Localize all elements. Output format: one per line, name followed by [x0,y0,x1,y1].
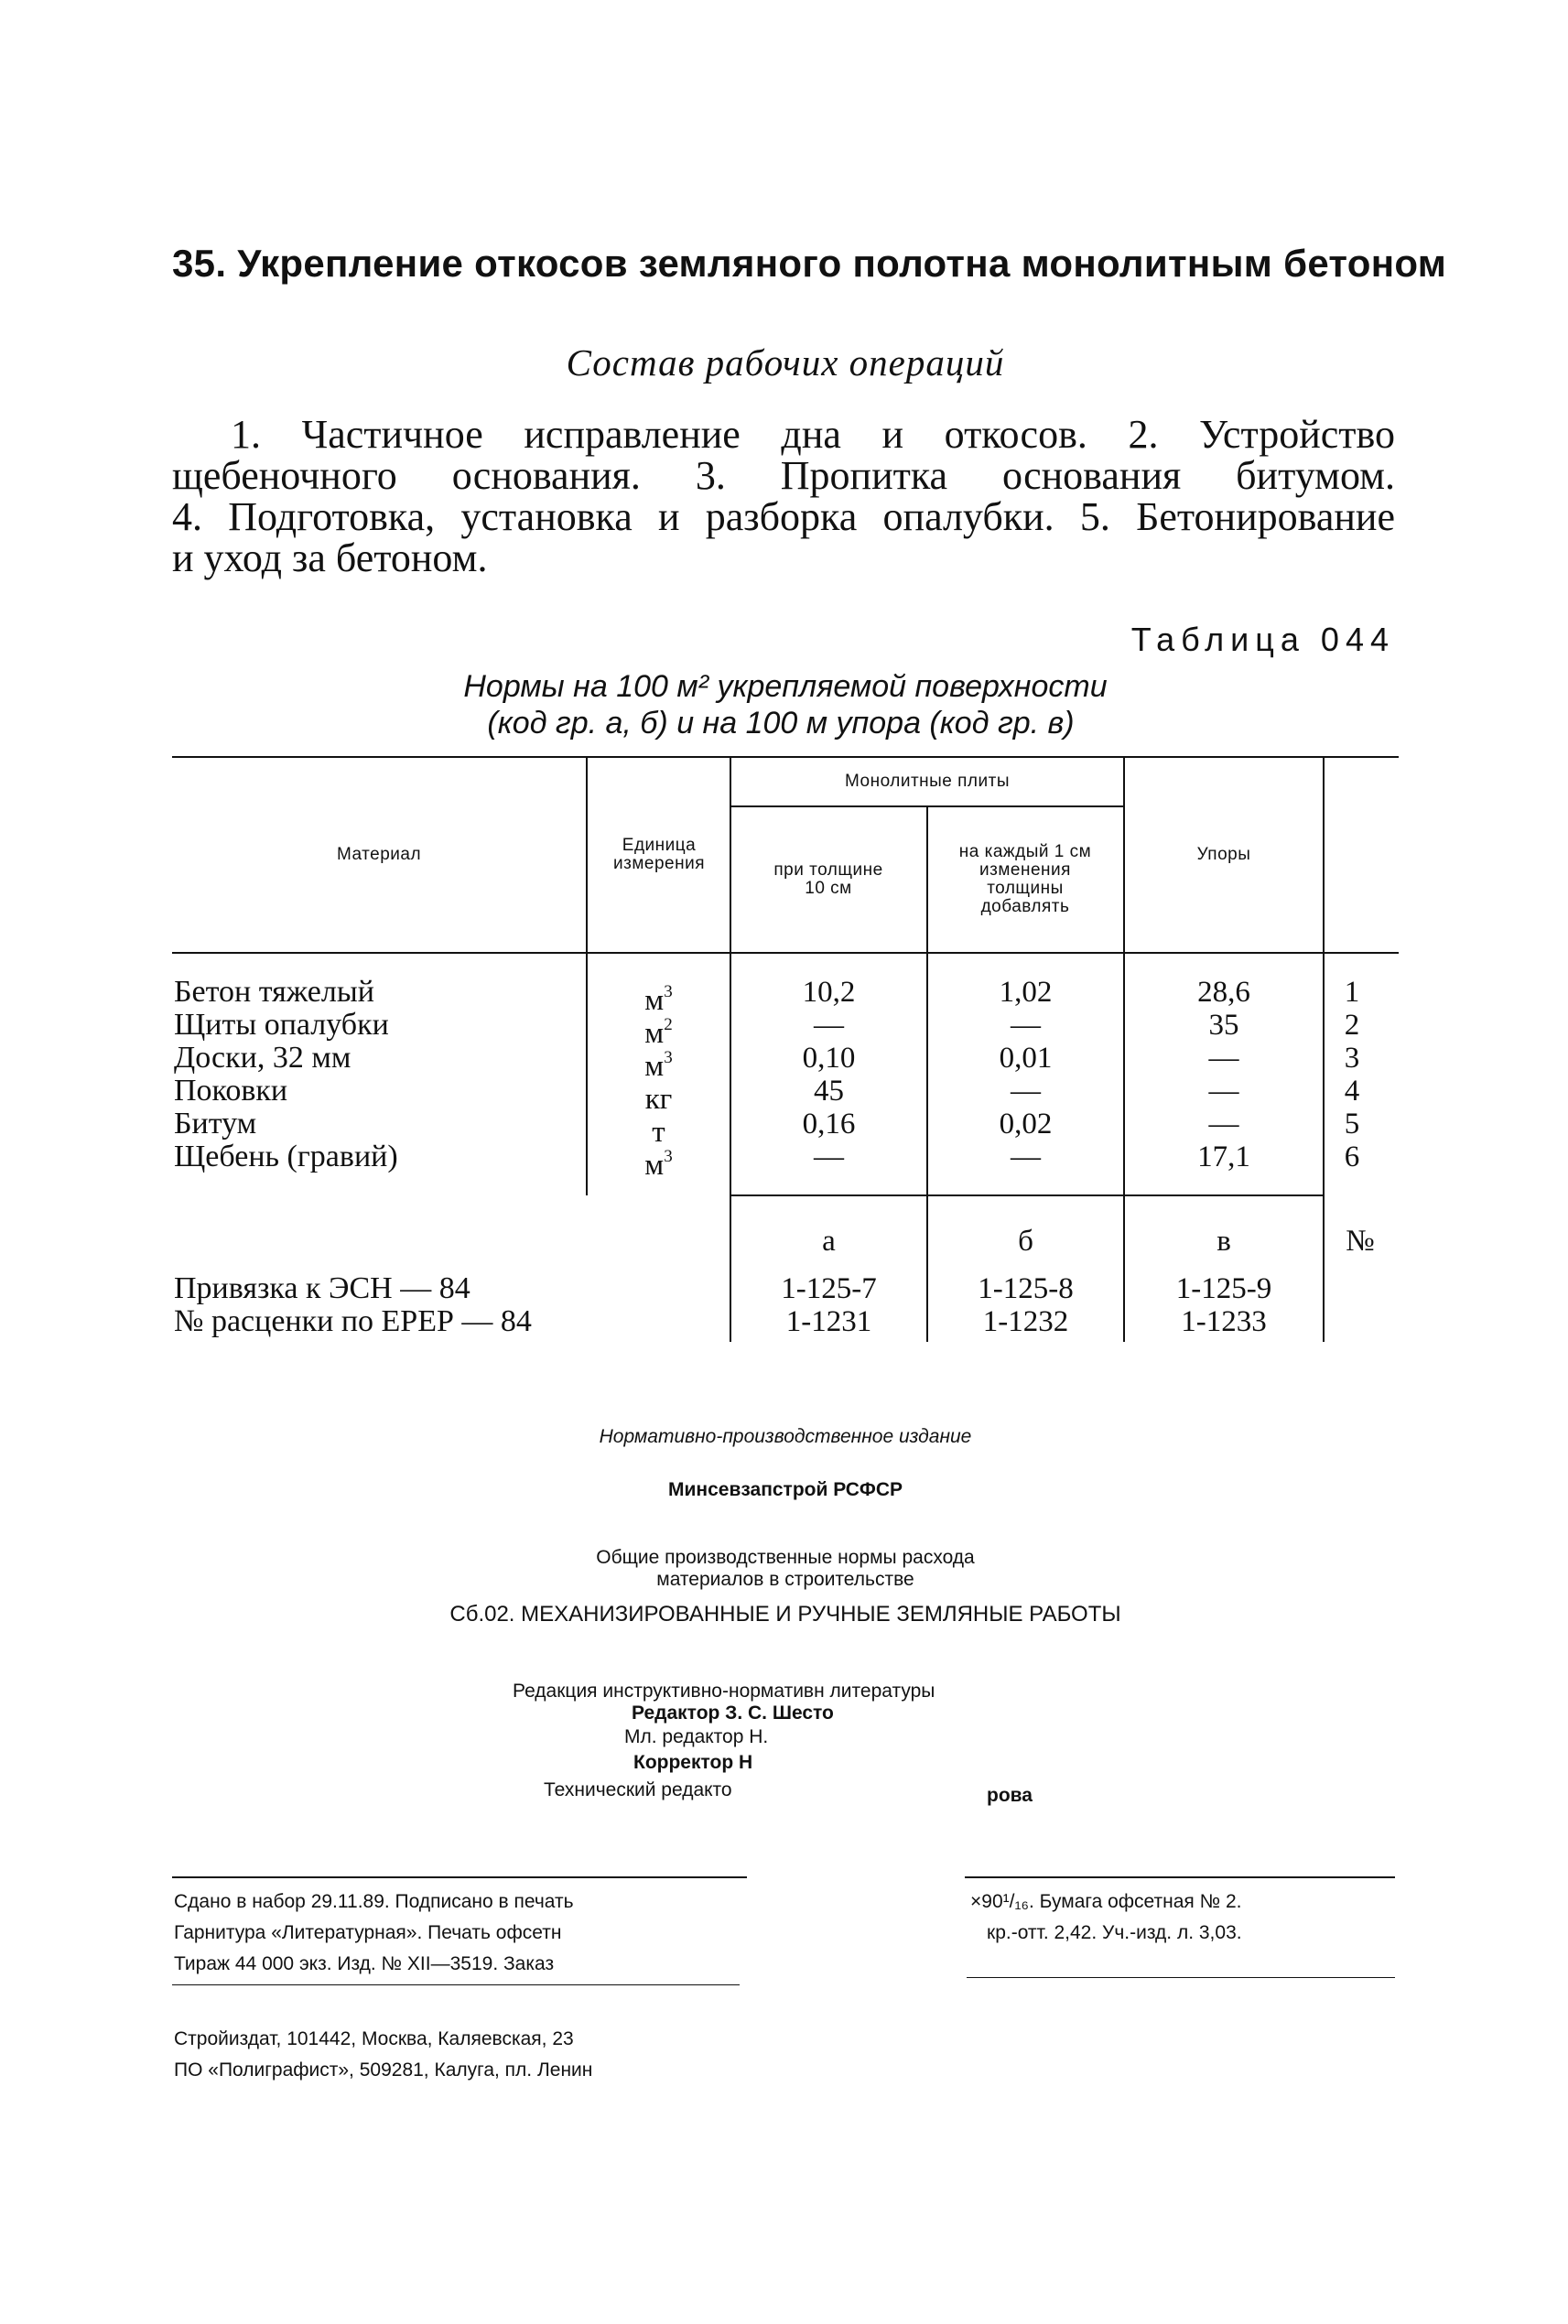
unit-text: кг [644,1083,673,1116]
staff-line: Редактор З. С. Шесто [632,1702,834,1724]
value-per-cm: — [1011,1140,1041,1173]
erer-code: 1-1231 [785,1305,872,1338]
table-body-rule [730,1194,1324,1196]
material-name: Щиты опалубки [174,1008,389,1042]
operations-line: 4. Подготовка, установка и разборка опалубки. 5. Бетонирование [172,494,1395,539]
erer-code: 1-1233 [1181,1305,1267,1338]
staff-line: Мл. редактор Н. [624,1726,769,1747]
value-thickness-10: — [814,1009,844,1042]
row-number: 1 [1344,976,1360,1009]
staff-line: Редакция инструктивно-нормативн литературы [513,1681,935,1702]
row-number: 3 [1344,1042,1360,1075]
operations-line: щебеночного основания. 3. Пропитка основания битумом. [172,453,1395,498]
value-stops: — [1208,1108,1239,1140]
value-thickness-10: 10,2 [802,976,856,1009]
header-thickness-10: при толщине 10 см [773,860,883,898]
code-number-sign: № [1346,1225,1375,1258]
value-per-cm: — [1011,1009,1041,1042]
imprint-right-line: кр.-отт. 2,42. Уч.-изд. л. 3,03. [987,1922,1242,1943]
staff-line: Корректор Н [633,1752,753,1773]
operations-line: и уход за бетоном. [172,535,488,580]
header-monolithic: Монолитные плиты [845,772,1010,791]
edition-type: Нормативно-производственное издание [599,1426,972,1447]
norms-title-line: Общие производственные нормы расхода [596,1547,975,1568]
value-per-cm: 1,02 [999,976,1053,1009]
row-number: 6 [1344,1140,1360,1173]
value-per-cm: 0,02 [999,1108,1053,1140]
header-unit: Единица измерения [613,836,705,873]
material-name: Щебень (гравий) [174,1140,398,1173]
material-name: Бетон тяжелый [174,975,374,1009]
value-thickness-10: 0,10 [802,1042,856,1075]
value-thickness-10: 45 [814,1075,844,1108]
imprint-rule [172,1876,747,1878]
collection-title: Сб.02. МЕХАНИЗИРОВАННЫЕ И РУЧНЫЕ ЗЕМЛЯНЫЕ РАБОТЫ [449,1602,1121,1627]
code-letter-v: в [1217,1225,1231,1258]
operations-line: 1. Частичное исправление дна и откосов. 2. Устройство [231,412,1395,457]
section-subtitle: Состав рабочих операций [566,341,1005,384]
norms-title-line: материалов в строительстве [656,1569,914,1590]
value-per-cm: — [1011,1075,1041,1108]
staff-line-tail: рова [987,1785,1033,1806]
header-per-cm: на каждый 1 см изменения толщины добавлять [958,842,1092,916]
imprint-left-line: Тираж 44 000 экз. Изд. № XII—3519. Заказ [174,1953,555,1974]
value-stops: 35 [1208,1009,1239,1042]
unit-text: т [652,1116,665,1149]
material-name: Битум [174,1107,257,1140]
material-unit [588,1140,730,1182]
row-number: 2 [1344,1009,1360,1042]
row-number: 4 [1344,1075,1360,1108]
material-name: Поковки [174,1074,288,1108]
value-stops: 17,1 [1197,1140,1250,1173]
table-number: Таблица 044 [1130,621,1395,658]
value-thickness-10: 0,16 [802,1108,856,1140]
unit-exponent: 3 [664,1147,673,1166]
section-heading: 35. Укрепление откосов земляного полотна монолитным бетоном [172,242,1447,285]
value-stops: 28,6 [1197,976,1250,1009]
header-stops: Упоры [1196,845,1251,864]
esn-code: 1-125-7 [781,1272,877,1305]
table-caption-line: Нормы на 100 м² укрепляемой поверхности [463,669,1108,704]
unit-text: м [644,1050,665,1083]
unit-text: м [644,984,665,1017]
erer-label: № расценки по ЕРЕР — 84 [174,1304,532,1338]
imprint-left-line: Гарнитура «Литературная». Печать офсетн [174,1922,562,1943]
esn-code: 1-125-9 [1175,1272,1272,1305]
imprint-rule [967,1977,1395,1978]
imprint-right-line: ×90¹/₁₆. Бумага офсетная № 2. [970,1891,1242,1912]
staff-line: Технический редакто [544,1779,732,1800]
esn-code: 1-125-8 [978,1272,1074,1305]
ministry: Минсевзапстрой РСФСР [668,1479,903,1500]
operations-paragraph [172,414,1395,578]
material-name: Доски, 32 мм [174,1041,351,1075]
unit-exponent: 3 [664,982,673,1001]
esn-label: Привязка к ЭСН — 84 [174,1271,470,1305]
value-thickness-10: — [814,1140,844,1173]
erer-code: 1-1232 [982,1305,1069,1338]
header-material: Материал [336,845,422,864]
imprint-left-line: Сдано в набор 29.11.89. Подписано в печать [174,1891,574,1912]
value-stops: — [1208,1042,1239,1075]
unit-text: м [644,1017,665,1050]
value-stops: — [1208,1075,1239,1108]
table-header-rule [172,952,1399,954]
code-letter-a: а [822,1225,836,1258]
imprint-rule [172,1984,740,1985]
publisher-line: ПО «Полиграфист», 509281, Калуга, пл. Ленин [174,2059,593,2081]
value-per-cm: 0,01 [999,1042,1053,1075]
imprint-rule [965,1876,1395,1878]
code-letter-b: б [1018,1225,1033,1258]
table-caption-line: (код гр. а, б) и на 100 м упора (код гр. в) [487,706,1075,740]
row-number: 5 [1344,1108,1360,1140]
unit-exponent: 3 [664,1048,673,1067]
unit-exponent: 2 [664,1015,673,1034]
table-caption [172,668,1399,741]
unit-text: м [644,1149,665,1182]
publisher-line: Стройиздат, 101442, Москва, Каляевская, 23 [174,2028,574,2049]
